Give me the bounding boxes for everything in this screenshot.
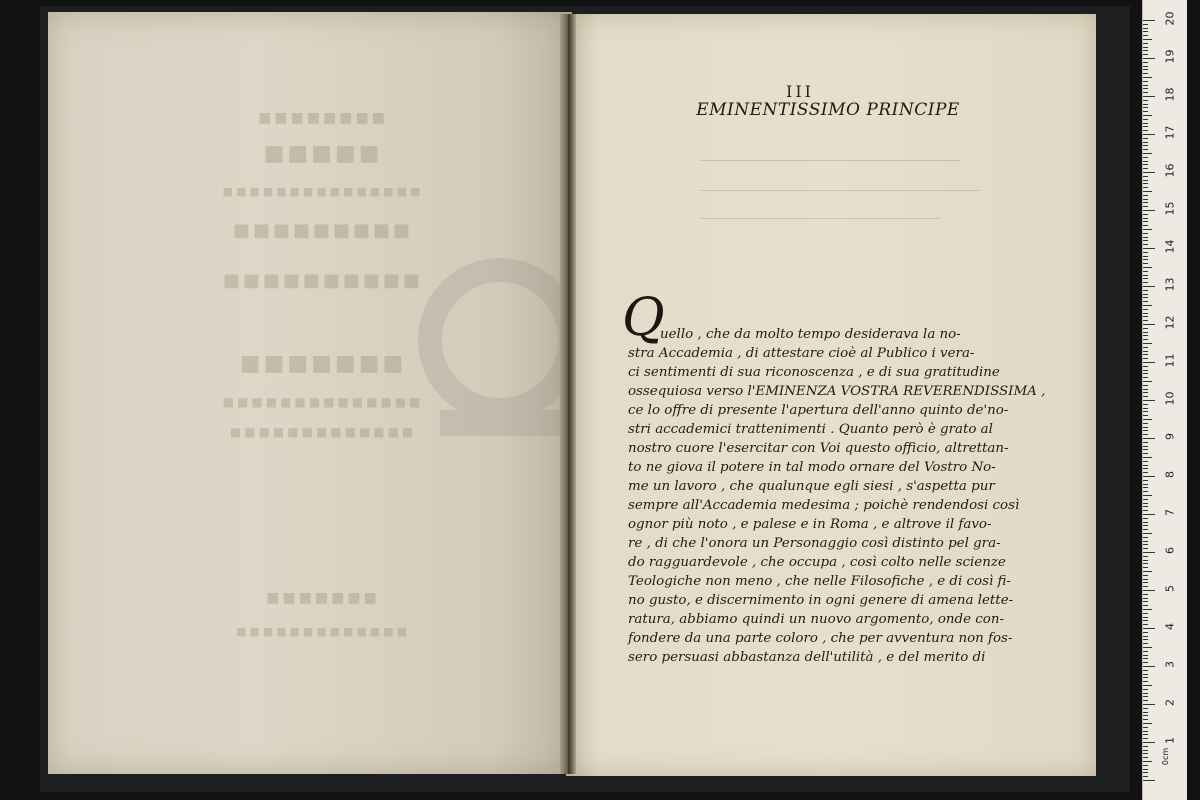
ruler-tick [1143, 54, 1148, 55]
body-line: ossequiosa verso l'EMINENZA VOSTRA REVERENDISSIMA , [628, 384, 1046, 399]
ruler-tick [1143, 533, 1152, 534]
ruler-tick [1143, 263, 1148, 264]
ruler-tick [1143, 708, 1148, 709]
ruler-tick [1143, 727, 1148, 728]
ruler-unit: 0cm [1161, 747, 1171, 766]
ruler-tick [1143, 465, 1148, 466]
ruler-tick [1143, 742, 1155, 743]
ruler-number: 6 [1163, 547, 1177, 554]
ruler-tick [1143, 453, 1148, 454]
ruler-tick [1143, 362, 1155, 363]
ruler-tick [1143, 639, 1148, 640]
ruler-tick [1143, 594, 1148, 595]
ruler-tick [1143, 316, 1148, 317]
ruler-tick [1143, 278, 1148, 279]
ruler-tick [1143, 107, 1148, 108]
ruler-tick [1143, 145, 1148, 146]
ruler-tick [1143, 225, 1148, 226]
ruler-tick [1143, 719, 1148, 720]
ruler-tick [1143, 202, 1148, 203]
ruler-tick [1143, 248, 1155, 249]
ruler-tick [1143, 347, 1148, 348]
ruler-tick [1143, 423, 1148, 424]
ruler-tick [1143, 430, 1148, 431]
ruler-tick [1143, 218, 1148, 219]
ruler-tick [1143, 689, 1148, 690]
bleed-line [700, 160, 960, 161]
ruler-tick [1143, 297, 1148, 298]
ruler-tick [1143, 537, 1148, 538]
ruler-tick [1143, 548, 1148, 549]
ruler-tick [1143, 309, 1148, 310]
ruler-tick [1143, 544, 1148, 545]
ruler-tick [1143, 134, 1155, 135]
ruler-tick [1143, 484, 1148, 485]
body-line: stra Accademia , di attestare cioè al Publico i vera- [628, 346, 975, 361]
ruler-tick [1143, 172, 1155, 173]
ruler-tick [1143, 411, 1148, 412]
ruler-tick [1143, 187, 1148, 188]
ruler-tick [1143, 157, 1148, 158]
ruler-tick [1143, 457, 1152, 458]
ruler-tick [1143, 571, 1152, 572]
ruler-tick [1143, 290, 1148, 291]
ruler-number: 10 [1163, 391, 1177, 406]
ruler-tick [1143, 305, 1152, 306]
ruler-number: 5 [1163, 585, 1177, 592]
ruler-tick [1143, 206, 1148, 207]
ruler-tick [1143, 385, 1148, 386]
ruler-tick [1143, 522, 1148, 523]
ruler-tick [1143, 324, 1155, 325]
ruler-tick [1143, 461, 1148, 462]
ruler-tick [1143, 647, 1152, 648]
ruler-tick [1143, 28, 1148, 29]
ruler-tick [1143, 20, 1155, 21]
ruler-tick [1143, 670, 1148, 671]
ruler-tick [1143, 366, 1148, 367]
ruler-tick [1143, 195, 1148, 196]
ruler-tick [1143, 164, 1148, 165]
ruler-tick [1143, 111, 1148, 112]
ruler-tick [1143, 605, 1148, 606]
ruler-tick [1143, 518, 1148, 519]
ruler-tick [1143, 328, 1148, 329]
ruler-tick [1143, 24, 1148, 25]
ruler-tick [1143, 765, 1148, 766]
body-line: stri accademici trattenimenti . Quanto però è grato al [628, 422, 993, 437]
ruler-tick [1143, 39, 1152, 40]
ruler-tick [1143, 753, 1148, 754]
ruler-tick [1143, 696, 1148, 697]
bleed-line [700, 218, 940, 219]
ruler-tick [1143, 510, 1148, 511]
ruler-tick [1143, 35, 1148, 36]
ruler-tick [1143, 541, 1148, 542]
ruler-tick [1143, 294, 1148, 295]
ruler-tick [1143, 92, 1148, 93]
ruler-tick [1143, 373, 1148, 374]
ruler-tick [1143, 472, 1148, 473]
ruler-tick [1143, 69, 1148, 70]
ruler-tick [1143, 31, 1148, 32]
ruler-tick [1143, 126, 1148, 127]
ruler-tick [1143, 715, 1148, 716]
ruler-number: 18 [1163, 87, 1177, 102]
ruler-tick [1143, 180, 1148, 181]
ruler-tick [1143, 734, 1148, 735]
ruler-tick [1143, 149, 1148, 150]
ruler-tick [1143, 693, 1148, 694]
ruler-tick [1143, 609, 1152, 610]
ruler-tick [1143, 776, 1148, 777]
ruler-tick [1143, 153, 1152, 154]
ruler-tick [1143, 499, 1148, 500]
ruler-number: 7 [1163, 509, 1177, 516]
ruler-number: 16 [1163, 163, 1177, 178]
ruler-tick [1143, 628, 1155, 629]
ruler-tick [1143, 252, 1148, 253]
body-line: ci sentimenti di sua riconoscenza , e di sua gratitudine [628, 365, 1000, 380]
ruler-tick [1143, 704, 1155, 705]
ruler-tick [1143, 620, 1148, 621]
ruler-tick [1143, 313, 1148, 314]
ruler-tick [1143, 214, 1148, 215]
ruler-tick [1143, 168, 1148, 169]
ruler-tick [1143, 567, 1148, 568]
body-line: no gusto, e discernimento in ogni genere di amena lette- [628, 593, 1014, 608]
ruler-tick [1143, 130, 1148, 131]
ruler-tick [1143, 655, 1148, 656]
ruler-tick [1143, 662, 1148, 663]
ruler-tick [1143, 731, 1148, 732]
ruler-tick [1143, 487, 1148, 488]
ruler-number: 9 [1163, 433, 1177, 440]
ruler-tick [1143, 100, 1148, 101]
ruler-tick [1143, 73, 1148, 74]
ruler-tick [1143, 674, 1148, 675]
ruler-tick [1143, 286, 1155, 287]
ruler-tick [1143, 96, 1155, 97]
ruler-tick [1143, 495, 1152, 496]
ruler-tick [1143, 666, 1155, 667]
ruler-tick [1143, 233, 1148, 234]
ruler-tick [1143, 563, 1148, 564]
body-line: ognor più noto , e palese e in Roma , e altrove il favo- [628, 517, 992, 532]
ruler-number: 2 [1163, 699, 1177, 706]
ruler-tick [1143, 613, 1148, 614]
ruler-number: 13 [1163, 277, 1177, 292]
ruler-tick [1143, 320, 1148, 321]
ruler-tick [1143, 408, 1148, 409]
ruler-tick [1143, 491, 1148, 492]
ruler-tick [1143, 358, 1148, 359]
ruler-tick [1143, 256, 1148, 257]
ruler-tick [1143, 468, 1148, 469]
body-line: me un lavoro , che qualunque egli siesi , s'aspetta pur [628, 479, 995, 494]
ruler-tick [1143, 624, 1148, 625]
ruler-number: 8 [1163, 471, 1177, 478]
ruler-tick [1143, 282, 1148, 283]
ruler-tick [1143, 575, 1148, 576]
ruler-number: 1 [1163, 737, 1177, 744]
ruler-tick [1143, 259, 1148, 260]
ruler-tick [1143, 138, 1148, 139]
body-line: nostro cuore l'esercitar con Voi questo officio, altrettan- [628, 441, 1009, 456]
ruler-tick [1143, 503, 1148, 504]
ruler-tick [1143, 552, 1155, 553]
ruler-tick [1143, 377, 1148, 378]
ruler-tick [1143, 267, 1152, 268]
ruler-tick [1143, 658, 1148, 659]
ruler-number: 17 [1163, 125, 1177, 140]
ruler-tick [1143, 66, 1148, 67]
body-line: Teologiche non meno , che nelle Filosofiche , e di così fi- [628, 574, 1011, 589]
dedication-heading: EMINENTISSIMO PRINCIPE [696, 100, 960, 120]
ruler-number: 20 [1163, 11, 1177, 26]
ruler-tick [1143, 240, 1148, 241]
ruler-tick [1143, 750, 1148, 751]
body-line: sero persuasi abbastanza dell'utilità , e del merito di [628, 650, 986, 665]
ruler-tick [1143, 351, 1148, 352]
ruler-tick [1143, 275, 1148, 276]
body-line: fondere da una parte coloro , che per avventura non fos- [628, 631, 1013, 646]
ruler-tick [1143, 723, 1152, 724]
ruler-tick [1143, 514, 1155, 515]
ruler-number: 3 [1163, 661, 1177, 668]
measurement-ruler [1142, 0, 1187, 800]
ruler-tick [1143, 381, 1152, 382]
ruler-tick [1143, 301, 1148, 302]
ruler-tick [1143, 556, 1148, 557]
ruler-tick [1143, 529, 1148, 530]
ruler-tick [1143, 88, 1148, 89]
ruler-tick [1143, 586, 1148, 587]
ruler-tick [1143, 685, 1152, 686]
ruler-tick [1143, 438, 1155, 439]
ruler-tick [1143, 446, 1148, 447]
ruler-tick [1143, 47, 1148, 48]
body-line: sempre all'Accademia medesima ; poichè rendendosi così [628, 498, 1020, 513]
ruler-tick [1143, 389, 1148, 390]
ruler-tick [1143, 183, 1148, 184]
ruler-tick [1143, 85, 1148, 86]
ruler-tick [1143, 757, 1148, 758]
ruler-tick [1143, 199, 1148, 200]
ruler-tick [1143, 221, 1148, 222]
ruler-tick [1143, 582, 1148, 583]
ruler-tick [1143, 343, 1152, 344]
ruler-tick [1143, 123, 1148, 124]
ruler-tick [1143, 590, 1155, 591]
body-line: ce lo offre di presente l'apertura dell'anno quinto de'no- [628, 403, 1009, 418]
ruler-number: 12 [1163, 315, 1177, 330]
ruler-tick [1143, 370, 1148, 371]
ruler-tick [1143, 43, 1148, 44]
ruler-tick [1143, 104, 1148, 105]
body-line: do ragguardevole , che occupa , così colto nelle scienze [628, 555, 1006, 570]
ruler-tick [1143, 738, 1148, 739]
ruler-tick [1143, 651, 1148, 652]
ruler-tick [1143, 415, 1148, 416]
ruler-tick [1143, 332, 1148, 333]
ruler-tick [1143, 335, 1148, 336]
ruler-number: 15 [1163, 201, 1177, 216]
ruler-tick [1143, 58, 1155, 59]
ruler-tick [1143, 392, 1148, 393]
ruler-tick [1143, 229, 1152, 230]
ruler-tick [1143, 712, 1148, 713]
bleed-line [700, 190, 980, 191]
ruler-tick [1143, 700, 1148, 701]
ruler-tick [1143, 404, 1148, 405]
ruler-tick [1143, 142, 1148, 143]
ruler-number: 14 [1163, 239, 1177, 254]
ruler-tick [1143, 244, 1148, 245]
ruler-tick [1143, 339, 1148, 340]
ruler-tick [1143, 476, 1155, 477]
ruler-tick [1143, 643, 1148, 644]
book-gutter [560, 14, 576, 774]
ruler-tick [1143, 560, 1148, 561]
ruler-tick [1143, 677, 1148, 678]
ruler-tick [1143, 161, 1148, 162]
ruler-number: 11 [1163, 353, 1177, 368]
ruler-number: 4 [1163, 623, 1177, 630]
ruler-tick [1143, 525, 1148, 526]
ruler-tick [1143, 119, 1148, 120]
ruler-tick [1143, 271, 1148, 272]
body-line: re , di che l'onora un Personaggio così distinto pel gra- [628, 536, 1001, 551]
ruler-tick [1143, 780, 1155, 781]
page-number: III [786, 82, 814, 101]
ruler-tick [1143, 176, 1148, 177]
ruler-tick [1143, 442, 1148, 443]
ruler-tick [1143, 434, 1148, 435]
ruler-tick [1143, 427, 1148, 428]
ruler-tick [1143, 746, 1148, 747]
ruler-tick [1143, 400, 1155, 401]
ruler-tick [1143, 237, 1148, 238]
ruler-tick [1143, 62, 1148, 63]
ruler-tick [1143, 772, 1148, 773]
ruler-tick [1143, 598, 1148, 599]
ruler-tick [1143, 769, 1148, 770]
ruler-tick [1143, 579, 1148, 580]
ruler-tick [1143, 506, 1148, 507]
ruler-tick [1143, 636, 1148, 637]
ruler-tick [1143, 419, 1152, 420]
ruler-tick [1143, 115, 1152, 116]
body-line: ratura, abbiamo quindi un nuovo argomento, onde con- [628, 612, 1004, 627]
ruler-tick [1143, 480, 1148, 481]
ruler-tick [1143, 396, 1148, 397]
ruler-tick [1143, 50, 1148, 51]
ruler-number: 19 [1163, 49, 1177, 64]
ruler-tick [1143, 601, 1148, 602]
body-line: uello , che da molto tempo desiderava la no- [660, 327, 961, 342]
ruler-tick [1143, 210, 1155, 211]
ruler-tick [1143, 191, 1152, 192]
ruler-tick [1143, 81, 1148, 82]
ruler-tick [1143, 632, 1148, 633]
body-line: to ne giova il potere in tal modo ornare del Vostro No- [628, 460, 996, 475]
ruler-tick [1143, 449, 1148, 450]
ruler-tick [1143, 681, 1148, 682]
ruler-tick [1143, 761, 1152, 762]
ruler-tick [1143, 77, 1152, 78]
ruler-tick [1143, 617, 1148, 618]
ruler-tick [1143, 354, 1148, 355]
drop-cap: Q [622, 288, 665, 348]
